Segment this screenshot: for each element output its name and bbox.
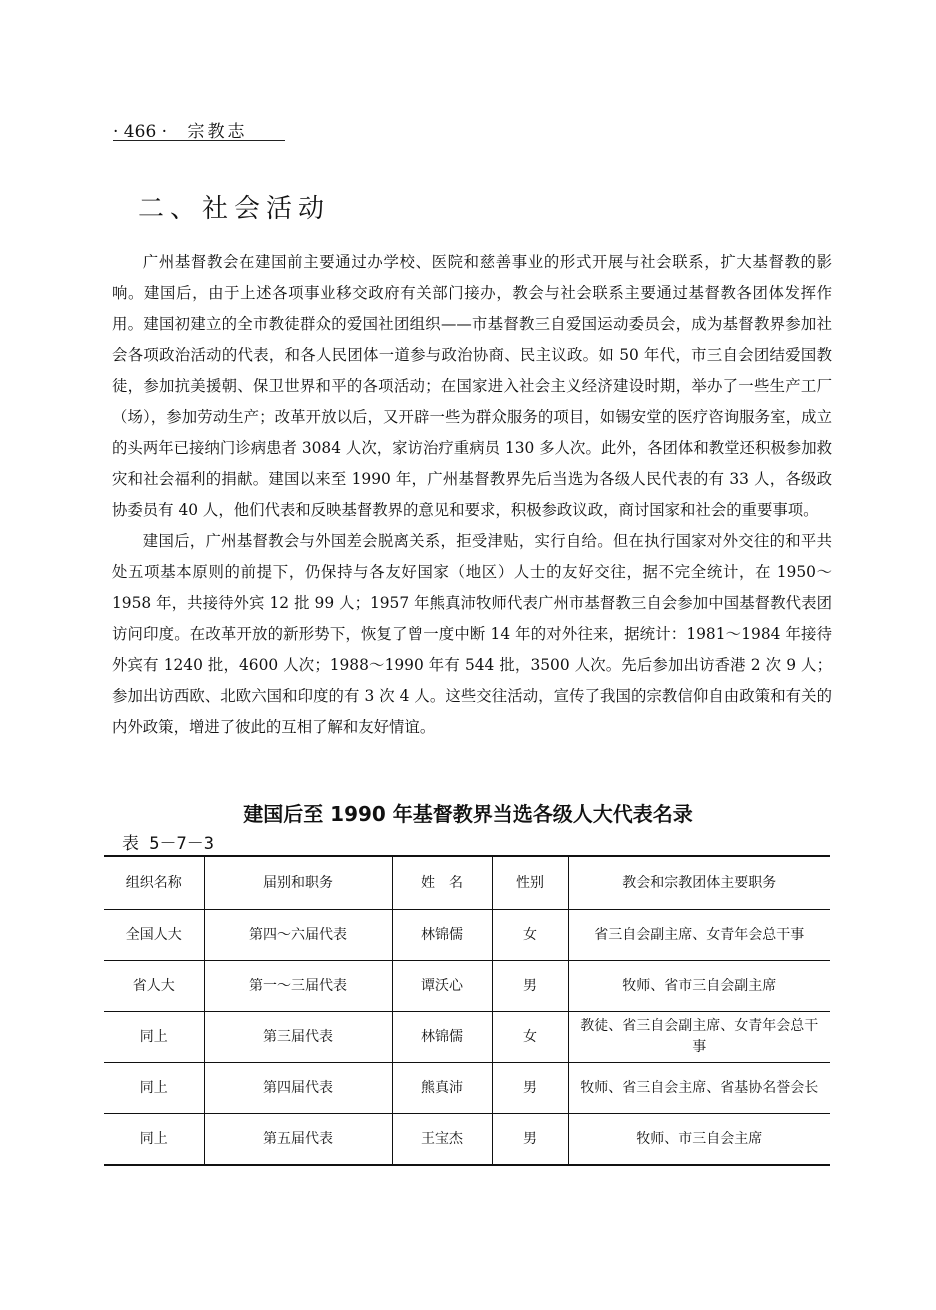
cell-gender: 女	[492, 910, 568, 961]
running-head	[113, 117, 247, 142]
cell-church-post: 牧师、省市三自会副主席	[568, 961, 830, 1012]
table-row	[104, 961, 830, 1012]
cell-church-post: 牧师、省三自会主席、省基协名誉会长	[568, 1063, 830, 1114]
cell-name: 熊真沛	[392, 1063, 492, 1114]
cell-term: 第四～六届代表	[204, 910, 392, 961]
table-row	[104, 1063, 830, 1114]
table-row	[104, 1114, 830, 1166]
table-header-row	[104, 856, 830, 910]
cell-church-post: 牧师、市三自会主席	[568, 1114, 830, 1166]
cell-organization: 全国人大	[104, 910, 204, 961]
cell-gender: 男	[492, 1063, 568, 1114]
cell-term: 第四届代表	[204, 1063, 392, 1114]
column-header-organization: 组织名称	[104, 856, 204, 910]
column-header-term: 届别和职务	[204, 856, 392, 910]
column-header-gender: 性别	[492, 856, 568, 910]
book-title: 宗教志	[187, 122, 248, 142]
column-header-name: 姓 名	[392, 856, 492, 910]
cell-organization: 同上	[104, 1063, 204, 1114]
table-title: 建国后至 1990 年基督教界当选各级人大代表名录	[243, 802, 693, 826]
table-row	[104, 1012, 830, 1063]
running-head-rule	[113, 140, 285, 141]
column-header-church-post: 教会和宗教团体主要职务	[568, 856, 830, 910]
cell-name: 林锦儒	[392, 1012, 492, 1063]
cell-gender: 男	[492, 961, 568, 1012]
cell-term: 第一～三届代表	[204, 961, 392, 1012]
cell-term: 第三届代表	[204, 1012, 392, 1063]
table-number: 表 5－7－3	[122, 834, 214, 854]
body-text	[112, 247, 832, 743]
section-title: 二、社会活动	[138, 194, 331, 224]
page-number: · 466 ·	[113, 122, 168, 142]
cell-organization: 同上	[104, 1012, 204, 1063]
paragraph: 广州基督教会在建国前主要通过办学校、医院和慈善事业的形式开展与社会联系，扩大基督教的影响。建国后，由于上述各项事业移交政府有关部门接办，教会与社会联系主要通过基督教各团体发挥作用。建国初建立的全市教徒群众的爱国社团组织——市基督教三自爱国运动委员会，成为基督教界参加社会各项政治活动的代表，和各人民团体一道参与政治协商、民主议政。如 50 年代，市三自会团结爱国教徒，参加抗美援朝、保卫世界和平的各项活动；在国家进入社会主义经济建设时期，举办了一些生产工厂（场），参加劳动生产；改革开放以后，又开辟一些为群众服务的项目，如锡安堂的医疗咨询服务室，成立的头两年已接纳门诊病患者 3084 人次，家访治疗重病员 130 多人次。此外，各团体和教堂还积极参加救灾和社会福利的捐献。建国以来至 1990 年，广州基督教界先后当选为各级人民代表的有 33 人，各级政协委员有 40 人，他们代表和反映基督教界的意见和要求，积极参政议政，商讨国家和社会的重要事项。	[112, 253, 832, 519]
cell-name: 谭沃心	[392, 961, 492, 1012]
representatives-table	[104, 855, 830, 1166]
cell-organization: 同上	[104, 1114, 204, 1166]
cell-name: 林锦儒	[392, 910, 492, 961]
cell-gender: 男	[492, 1114, 568, 1166]
paragraph: 建国后，广州基督教会与外国差会脱离关系，拒受津贴，实行自给。但在执行国家对外交往的和平共处五项基本原则的前提下，仍保持与各友好国家（地区）人士的友好交往，据不完全统计，在 1950～1958 年，共接待外宾 12 批 99 人；1957 年熊真沛牧师代表广州市基督教三自会参加中国基督教代表团访问印度。在改革开放的新形势下，恢复了曾一度中断 14 年的对外往来，据统计：1981～1984 年接待外宾有 1240 批，4600 人次；1988～1990 年有 544 批，3500 人次。先后参加出访香港 2 次 9 人；参加出访西欧、北欧六国和印度的有 3 次 4 人。这些交往活动，宣传了我国的宗教信仰自由政策和有关的内外政策，增进了彼此的互相了解和友好情谊。	[112, 532, 832, 736]
cell-name: 王宝杰	[392, 1114, 492, 1166]
cell-term: 第五届代表	[204, 1114, 392, 1166]
cell-church-post: 教徒、省三自会副主席、女青年会总干事	[568, 1012, 830, 1063]
cell-church-post: 省三自会副主席、女青年会总干事	[568, 910, 830, 961]
cell-organization: 省人大	[104, 961, 204, 1012]
cell-gender: 女	[492, 1012, 568, 1063]
table-row	[104, 910, 830, 961]
